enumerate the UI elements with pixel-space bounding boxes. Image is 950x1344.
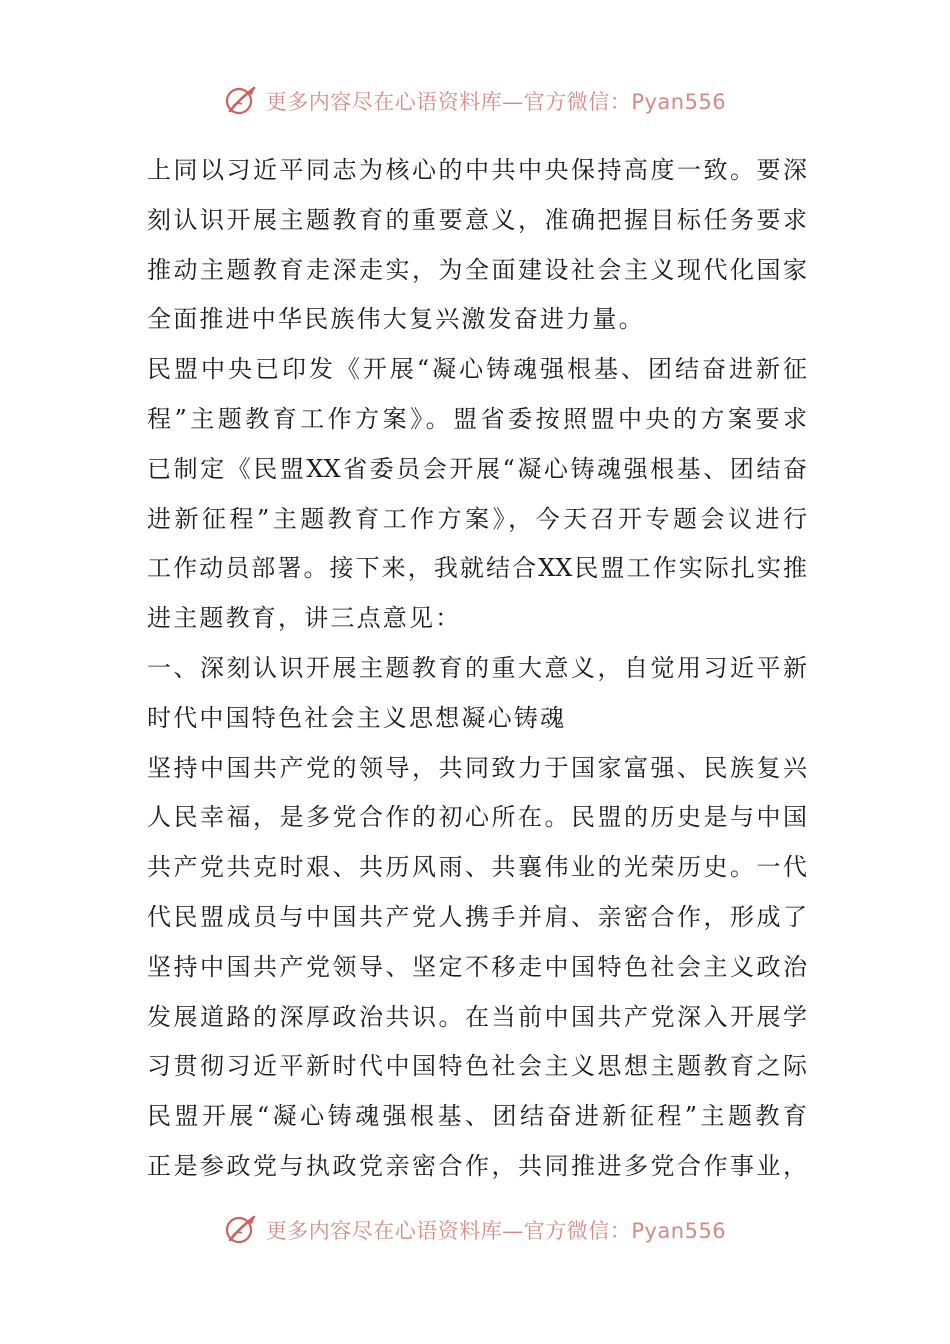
text-line: 程”主题教育工作方案》。盟省委按照盟中央的方案要求 [147,404,807,433]
text-line: 时代中国特色社会主义思想凝心铸魂 [147,703,567,732]
watermark-text [266,86,726,116]
text-line: 习贯彻习近平新时代中国特色社会主义思想主题教育之际 [147,1052,807,1081]
text-line: 一、深刻认识开展主题教育的重大意义，自觉用习近平新 [147,653,807,682]
text-line: 进新征程”主题教育工作方案》，今天召开专题会议进行 [147,504,807,533]
watermark-header-inner [224,84,726,118]
text-line: 发展道路的深厚政治共识。在当前中国共产党深入开展学 [147,1002,807,1031]
text-line: 刻认识开展主题教育的重要意义，准确把握目标任务要求 [147,205,807,234]
watermark-account: Pyan556 [631,1219,727,1243]
text-line: 共产党共克时艰、共历风雨、共襄伟业的光荣历史。一代 [147,853,807,882]
pen-logo-icon [224,1213,258,1247]
watermark-header [0,76,950,126]
text-line: 坚持中国共产党的领导，共同致力于国家富强、民族复兴 [147,753,807,782]
watermark-footer [0,1205,950,1255]
text-line: 正是参政党与执政党亲密合作，共同推进多党合作事业， [147,1151,807,1180]
text-line: 工作动员部署。接下来，我就结合XX民盟工作实际扎实推 [147,554,807,583]
text-line: 坚持中国共产党领导、坚定不移走中国特色社会主义政治 [147,952,807,981]
watermark-text [266,1215,726,1245]
watermark-label: 更多内容尽在心语资料库—官方微信： [265,90,632,114]
text-line: 人民幸福，是多党合作的初心所在。民盟的历史是与中国 [147,803,807,832]
watermark-label: 更多内容尽在心语资料库—官方微信： [265,1219,632,1243]
watermark-footer-inner [224,1213,726,1247]
text-line: 已制定《民盟XX省委员会开展“凝心铸魂强根基、团结奋 [147,454,807,483]
text-line: 民盟中央已印发《开展“凝心铸魂强根基、团结奋进新征 [147,355,807,384]
pen-logo-icon [224,84,258,118]
text-line: 民盟开展“凝心铸魂强根基、团结奋进新征程”主题教育 [147,1102,807,1131]
watermark-account: Pyan556 [631,90,727,114]
document-body [147,146,807,1192]
text-line: 推动主题教育走深走实，为全面建设社会主义现代化国家 [147,255,807,284]
text-line: 进主题教育，讲三点意见： [147,604,462,633]
text-line: 全面推进中华民族伟大复兴激发奋进力量。 [147,305,645,334]
text-line: 上同以习近平同志为核心的中共中央保持高度一致。要深 [147,156,807,184]
text-line: 代民盟成员与中国共产党人携手并肩、亲密合作，形成了 [147,902,807,931]
